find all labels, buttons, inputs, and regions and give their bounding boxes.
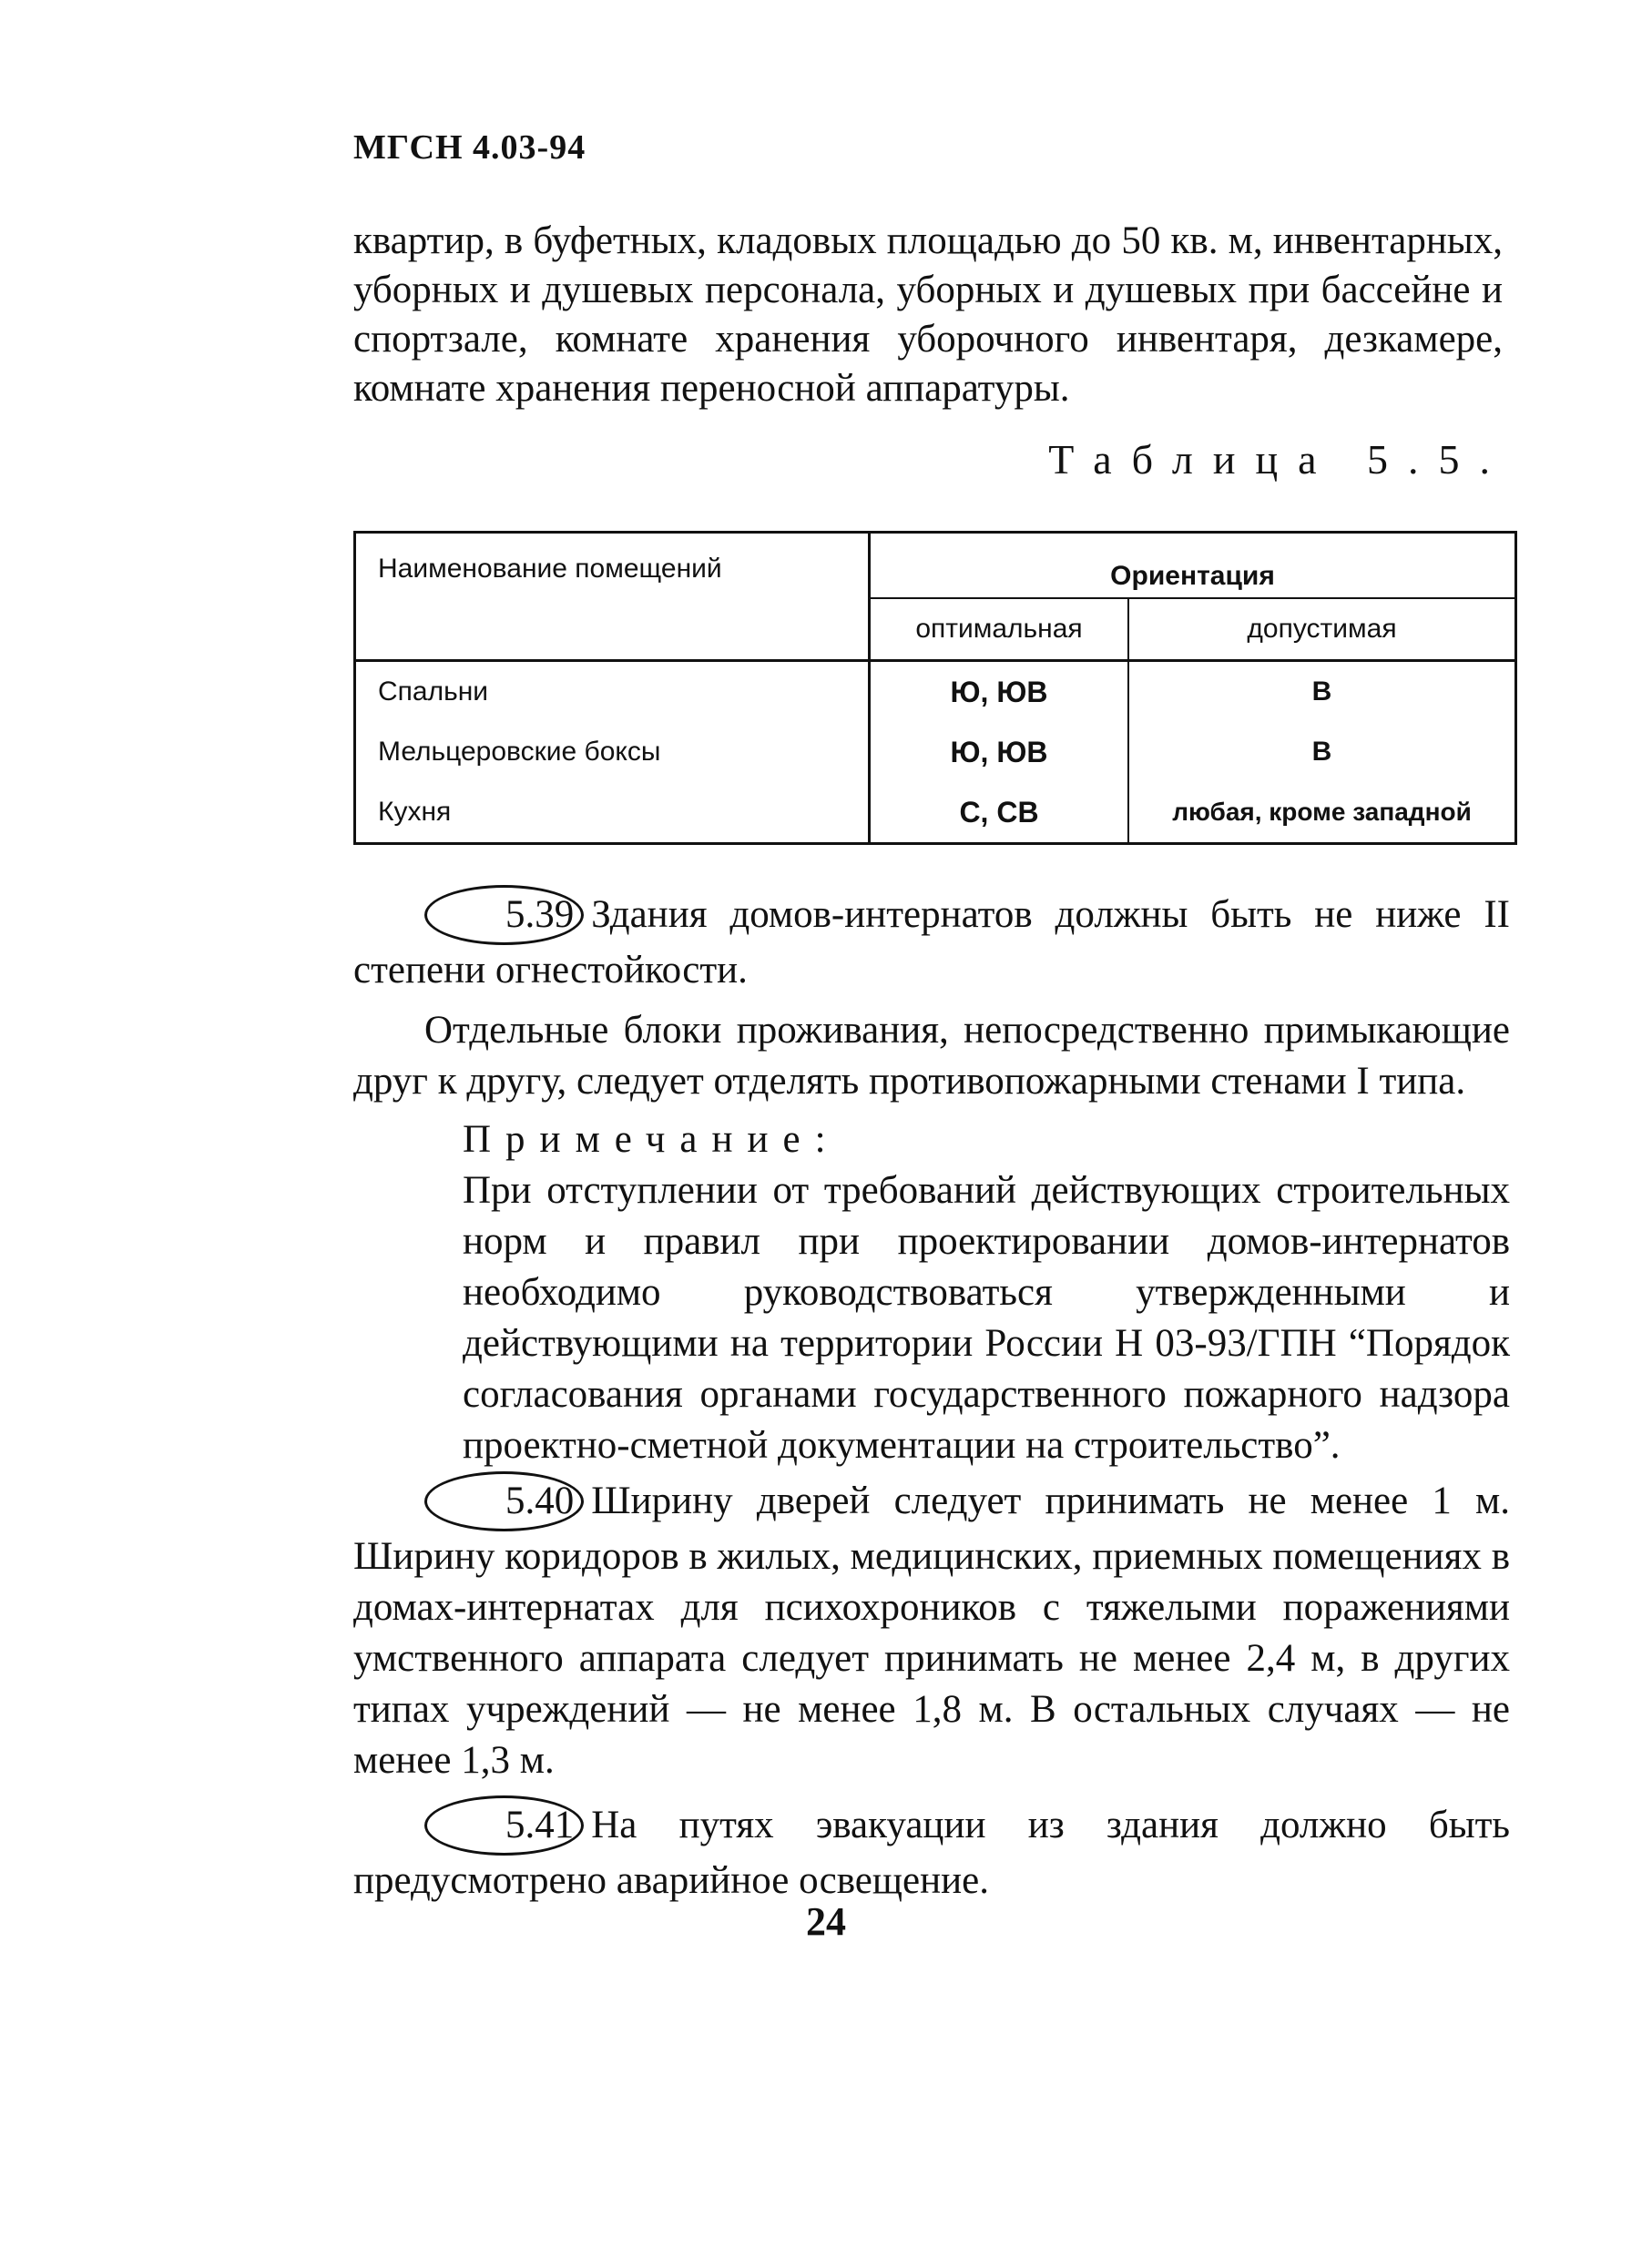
page-number: 24 [806,1899,846,1944]
clause-5-40 [353,1471,1510,1786]
column-header-optimal: оптимальная [870,598,1129,661]
acceptable-orientation-cell: В [1311,676,1332,707]
clause-5-39 [353,885,1510,996]
clause-text: На путях эвакуации из здания должно быть предусмотрено аварийное освещение. [353,1804,1510,1902]
column-header-room-name: Наименование помещений [355,533,870,661]
clause-text: Здания домов-интернатов должны быть не ниже II степени огнестойкости. [353,893,1510,992]
optimal-orientation-cell: Ю, ЮВ [870,661,1129,723]
acceptable-orientation-cell: любая, кроме западной [1172,798,1472,826]
clause-5-41 [353,1795,1510,1907]
blocks-paragraph: Отдельные блоки проживания, непосредственно примыкающие друг к другу, следует отделять противопожарными стенами I типа. [353,1009,1510,1103]
room-name-cell: Спальни [355,661,870,723]
acceptable-orientation-cell: В [1311,737,1332,767]
optimal-orientation-cell: С, СВ [870,782,1129,844]
table-row [355,782,1516,844]
clause-text: Ширину дверей следует принимать не менее 1 м. Ширину коридоров в жилых, медицинских, приемных помещениях в домах-интернатах для психохроников с тяжелыми поражениями умственного аппарата следует принимать не менее 2,4 м, в других типах учреждений — не менее 1,8 м. В остальных случаях — не менее 1,3 м. [353,1480,1510,1782]
note-text: При отступлении от требований действующих строительных норм и правил при проектировании домов-интернатов необходимо руководствоваться утвержденными и действующими на территории России Н 03-93/ГПН “Порядок согласования органами государственного пожарного надзора проектно-сметной документации на строительство”. [463,1169,1510,1467]
table-caption: Таблица 5.5. [1048,436,1510,483]
document-code: МГСН 4.03-94 [353,128,586,167]
optimal-orientation-cell: Ю, ЮВ [870,722,1129,782]
intro-paragraph: квартир, в буфетных, кладовых площадью до 50 кв. м, инвентарных, уборных и душевых персонала, уборных и душевых при бассейне и спортзале, комнате хранения уборочного инвентаря, дезкамере, комнате хранения переносной аппаратуры. [353,219,1503,410]
clause-number-circled: 5.41 [424,1795,584,1856]
note-title: Примечание: [463,1118,841,1161]
table-row [355,661,1516,723]
table-row [355,722,1516,782]
column-header-acceptable: допустимая [1128,598,1516,661]
room-name-cell: Кухня [355,782,870,844]
clause-number-circled: 5.39 [424,885,584,945]
clauses-section [353,885,1510,1907]
room-name-cell: Мельцеровские боксы [355,722,870,782]
column-header-orientation: Ориентация [870,533,1516,599]
orientation-table [353,531,1517,845]
clause-number-circled: 5.40 [424,1471,584,1531]
